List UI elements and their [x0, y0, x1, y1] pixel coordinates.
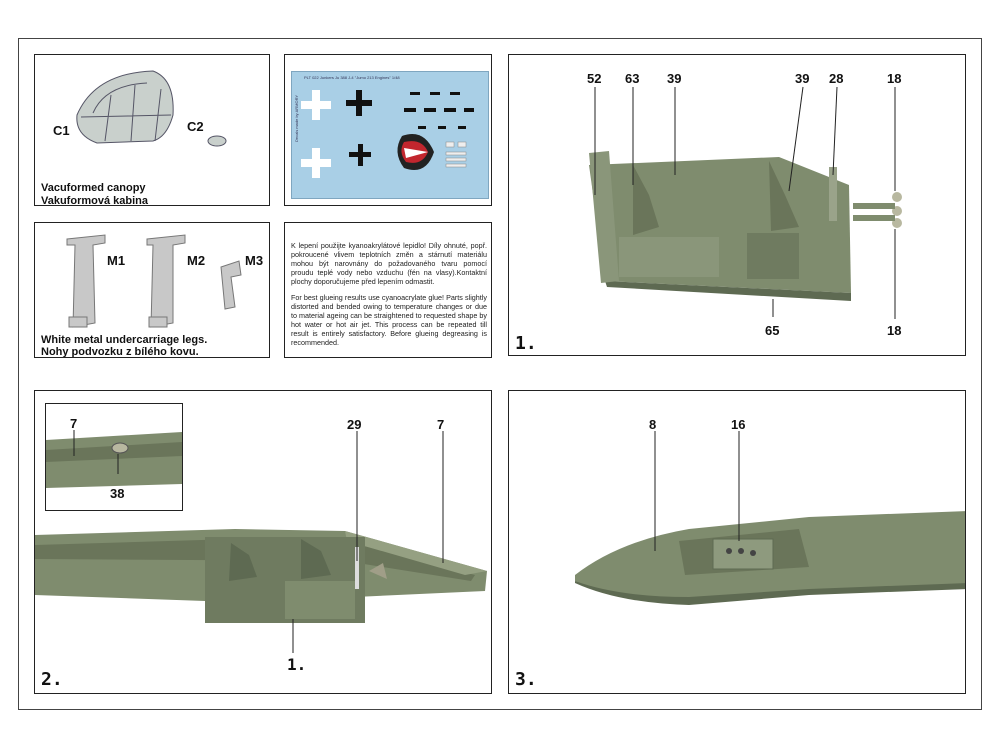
callout-18-top: 18 — [887, 71, 902, 86]
callout-52: 52 — [587, 71, 602, 86]
undercarriage-caption-en: White metal undercarriage legs. — [41, 334, 208, 346]
glue-instructions-panel — [284, 222, 492, 358]
decal-sheet — [291, 71, 489, 199]
glue-text-cz: K lepení použijte kyanoakrylátové lepidlo! Díly ohnuté, popř. pokroucené vlivem teplotních změn a stárnutí materiálu mohou být narovnány do požadovaného tvaru pomocí proudu teplé vody nebo vzduchu (fén na vlasy).Kontaktní plochy doporučujeme před lepením odmastit. — [291, 241, 487, 286]
callout-39-right: 39 — [795, 71, 810, 86]
step-3-number: 3. — [515, 669, 537, 690]
callout-63: 63 — [625, 71, 640, 86]
part-m2-label: M2 — [187, 253, 206, 268]
step-1-cockpit-photo — [509, 55, 966, 356]
callout-65: 65 — [765, 323, 780, 338]
callout-29: 29 — [347, 417, 362, 432]
callout-28: 28 — [829, 71, 844, 86]
decal-sheet-side-text: Decals made by ARMORY — [294, 94, 299, 142]
cockpit-tub-resin — [589, 151, 902, 301]
callout-18-bottom: 18 — [887, 323, 902, 338]
step-3-fuselage-photo — [509, 391, 966, 694]
step-2-panel — [34, 390, 492, 694]
glue-text-en: For best glueing results use cyanoacrylate glue! Parts slightly distorted and bended owing to temperature changes or due to material ageing can be straightened to requested shape by hot water or hot air jet. This process can be repeated till result is entirely satisfactory. Before glueing degreasing is recommended. — [291, 293, 487, 347]
sharkmouth-decal — [397, 134, 434, 170]
callout-8: 8 — [649, 417, 657, 432]
part-m3-label: M3 — [245, 253, 264, 268]
undercarriage-caption-cz: Nohy podvozku z bílého kovu. — [41, 346, 199, 358]
canopy-caption-en: Vacuformed canopy — [41, 182, 146, 194]
canopy-panel — [34, 54, 270, 206]
inset-callout-38: 38 — [110, 486, 125, 501]
decal-markings — [292, 72, 488, 198]
step-1-panel — [508, 54, 966, 356]
callout-16: 16 — [731, 417, 746, 432]
step-2-ref-1: 1. — [287, 655, 307, 674]
part-c2-label: C2 — [187, 119, 204, 134]
callout-7: 7 — [437, 417, 445, 432]
decal-sheet-header: PLT 022 Junkers Ju 388 J-4 "Jumo 213 Engines" 1/48 — [304, 75, 400, 80]
part-m1-label: M1 — [107, 253, 126, 268]
step-1-number: 1. — [515, 333, 537, 354]
inset-callout-7: 7 — [70, 416, 78, 431]
part-c1-label: C1 — [53, 123, 70, 138]
callout-39-left: 39 — [667, 71, 682, 86]
decal-sheet-panel — [284, 54, 492, 206]
canopy-c1-shape — [77, 71, 173, 143]
fuselage-assembled — [575, 511, 966, 605]
undercarriage-panel — [34, 222, 270, 358]
step-3-panel — [508, 390, 966, 694]
step-2-fuselage-photo — [35, 391, 492, 694]
fuselage-half — [35, 529, 487, 623]
canopy-caption-cz: Vakuformová kabina — [41, 195, 148, 206]
step-2-number: 2. — [41, 669, 63, 690]
canopy-c2-shape — [208, 136, 226, 146]
